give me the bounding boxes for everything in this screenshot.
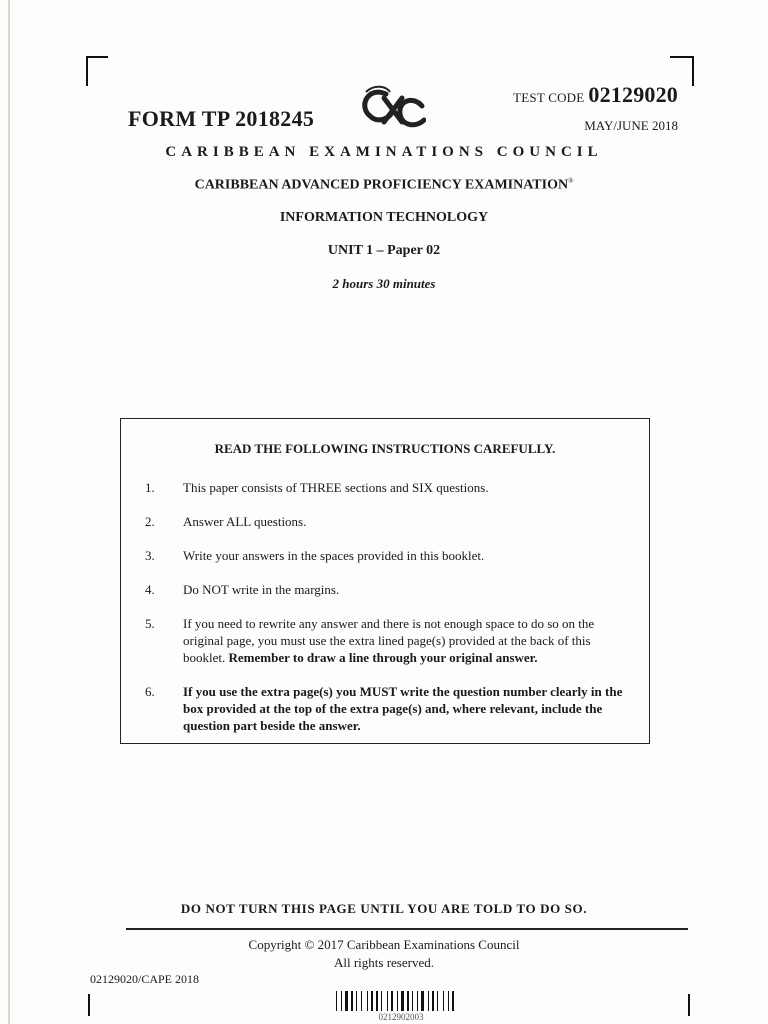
- instruction-item: [145, 581, 635, 598]
- exam-session: MAY/JUNE 2018: [584, 118, 678, 133]
- unit-paper: UNIT 1 – Paper 02: [327, 243, 441, 258]
- barcode-bar: [397, 991, 398, 1011]
- instruction-item: [145, 513, 635, 530]
- barcode-bar: [401, 991, 404, 1011]
- barcode-bar: [383, 991, 386, 1011]
- instruction-item: [145, 479, 635, 496]
- barcode-bar: [432, 991, 434, 1011]
- barcode-bar: [425, 991, 427, 1011]
- barcode-bar: [381, 991, 382, 1011]
- copyright-line: Copyright © 2017 Caribbean Examinations Council: [248, 937, 520, 952]
- barcode-bar: [430, 991, 431, 1011]
- barcode-bar: [455, 991, 456, 1011]
- barcode-bar: [356, 991, 357, 1011]
- instruction-item: [145, 615, 635, 666]
- barcode-bar: [410, 991, 411, 1011]
- instruction-item: [145, 547, 635, 564]
- barcode-bar: [354, 991, 355, 1011]
- barcode-bar: [417, 991, 418, 1011]
- exam-duration: 2 hours 30 minutes: [332, 276, 436, 291]
- barcode-bar: [345, 991, 348, 1011]
- barcode-bar: [399, 991, 400, 1011]
- exam-name: [0, 177, 768, 194]
- do-not-turn-warning: DO NOT TURN THIS PAGE UNTIL YOU ARE TOLD TO DO SO.: [180, 901, 588, 916]
- barcode-bar: [338, 991, 340, 1011]
- instruction-number: 4.: [145, 582, 155, 597]
- barcode: [336, 991, 466, 1011]
- paper-code: 02129020/CAPE 2018: [90, 972, 200, 986]
- instruction-text-block: [183, 615, 635, 666]
- barcode-bar: [343, 991, 344, 1011]
- barcode-bar: [351, 991, 353, 1011]
- registration-mark-bottom-right: [688, 994, 690, 1016]
- rights-line: All rights reserved.: [333, 955, 434, 970]
- test-code-label: TEST CODE: [513, 90, 585, 105]
- instructions-box: [120, 418, 650, 744]
- test-code-number: 02129020: [588, 82, 678, 107]
- instruction-emphasis: Remember to draw a line through your original answer.: [228, 650, 538, 665]
- barcode-bar: [407, 991, 409, 1011]
- barcode-bar: [379, 991, 380, 1011]
- instruction-number: 1.: [145, 480, 155, 495]
- barcode-bar: [371, 991, 373, 1011]
- barcode-bar: [421, 991, 424, 1011]
- instruction-number: 2.: [145, 514, 155, 529]
- barcode-bar: [405, 991, 406, 1011]
- barcode-bar: [358, 991, 360, 1011]
- barcode-bar: [376, 991, 378, 1011]
- instructions-heading: READ THE FOLLOWING INSTRUCTIONS CAREFULLY.: [214, 441, 556, 456]
- barcode-bar: [445, 991, 447, 1011]
- barcode-bar: [367, 991, 368, 1011]
- barcode-bar: [341, 991, 342, 1011]
- instruction-number: 6.: [145, 684, 155, 699]
- registration-mark-bottom-left: [88, 994, 90, 1016]
- instruction-text-block: [183, 683, 635, 734]
- barcode-digits: 0212902003: [378, 1012, 424, 1022]
- barcode-bar: [448, 991, 449, 1011]
- instruction-item: [145, 683, 635, 734]
- instruction-number: 5.: [145, 616, 155, 631]
- barcode-bar: [369, 991, 370, 1011]
- barcode-bar: [336, 991, 337, 1011]
- barcode-bar: [439, 991, 442, 1011]
- barcode-bar: [419, 991, 420, 1011]
- instruction-text: If you need to rewrite any answer and there is not enough space to do so on the original page, you must use the extra lined page(s) provided at the back of this booklet.: [183, 616, 595, 665]
- barcode-bar: [387, 991, 388, 1011]
- exam-name-text: CARIBBEAN ADVANCED PROFICIENCY EXAMINATION: [194, 177, 569, 193]
- barcode-bar: [443, 991, 444, 1011]
- barcode-bar: [452, 991, 454, 1011]
- barcode-bar: [450, 991, 451, 1011]
- instruction-emphasis: If you use the extra page(s) you MUST write the question number clearly in the box provided at the top of the extra page(s) and, where relevant, include the question part beside the answer.: [183, 684, 623, 733]
- cxc-logo-icon: [356, 84, 426, 130]
- subject-title: INFORMATION TECHNOLOGY: [279, 210, 489, 225]
- barcode-bar: [361, 991, 362, 1011]
- instruction-text: Do NOT write in the margins.: [183, 582, 340, 597]
- test-code: [502, 82, 678, 108]
- instruction-text: Answer ALL questions.: [183, 514, 307, 529]
- registration-mark-top-left: [86, 56, 108, 86]
- barcode-bar: [349, 991, 350, 1011]
- barcode-bar: [428, 991, 429, 1011]
- footer-divider: [126, 928, 688, 930]
- form-tp-number: FORM TP 2018245: [128, 106, 315, 131]
- instruction-number: 3.: [145, 548, 155, 563]
- registered-mark: ®: [568, 177, 574, 185]
- instruction-text: Write your answers in the spaces provided in this booklet.: [183, 548, 485, 563]
- barcode-bar: [394, 991, 396, 1011]
- barcode-bar: [389, 991, 390, 1011]
- barcode-bar: [391, 991, 393, 1011]
- copyright-block: [0, 936, 768, 972]
- barcode-bar: [363, 991, 366, 1011]
- barcode-bar: [414, 991, 416, 1011]
- barcode-bar: [412, 991, 413, 1011]
- barcode-bar: [374, 991, 375, 1011]
- barcode-bar: [435, 991, 436, 1011]
- council-name: CARIBBEAN EXAMINATIONS COUNCIL: [165, 144, 603, 160]
- barcode-bar: [437, 991, 438, 1011]
- instruction-text: This paper consists of THREE sections and SIX questions.: [183, 480, 489, 495]
